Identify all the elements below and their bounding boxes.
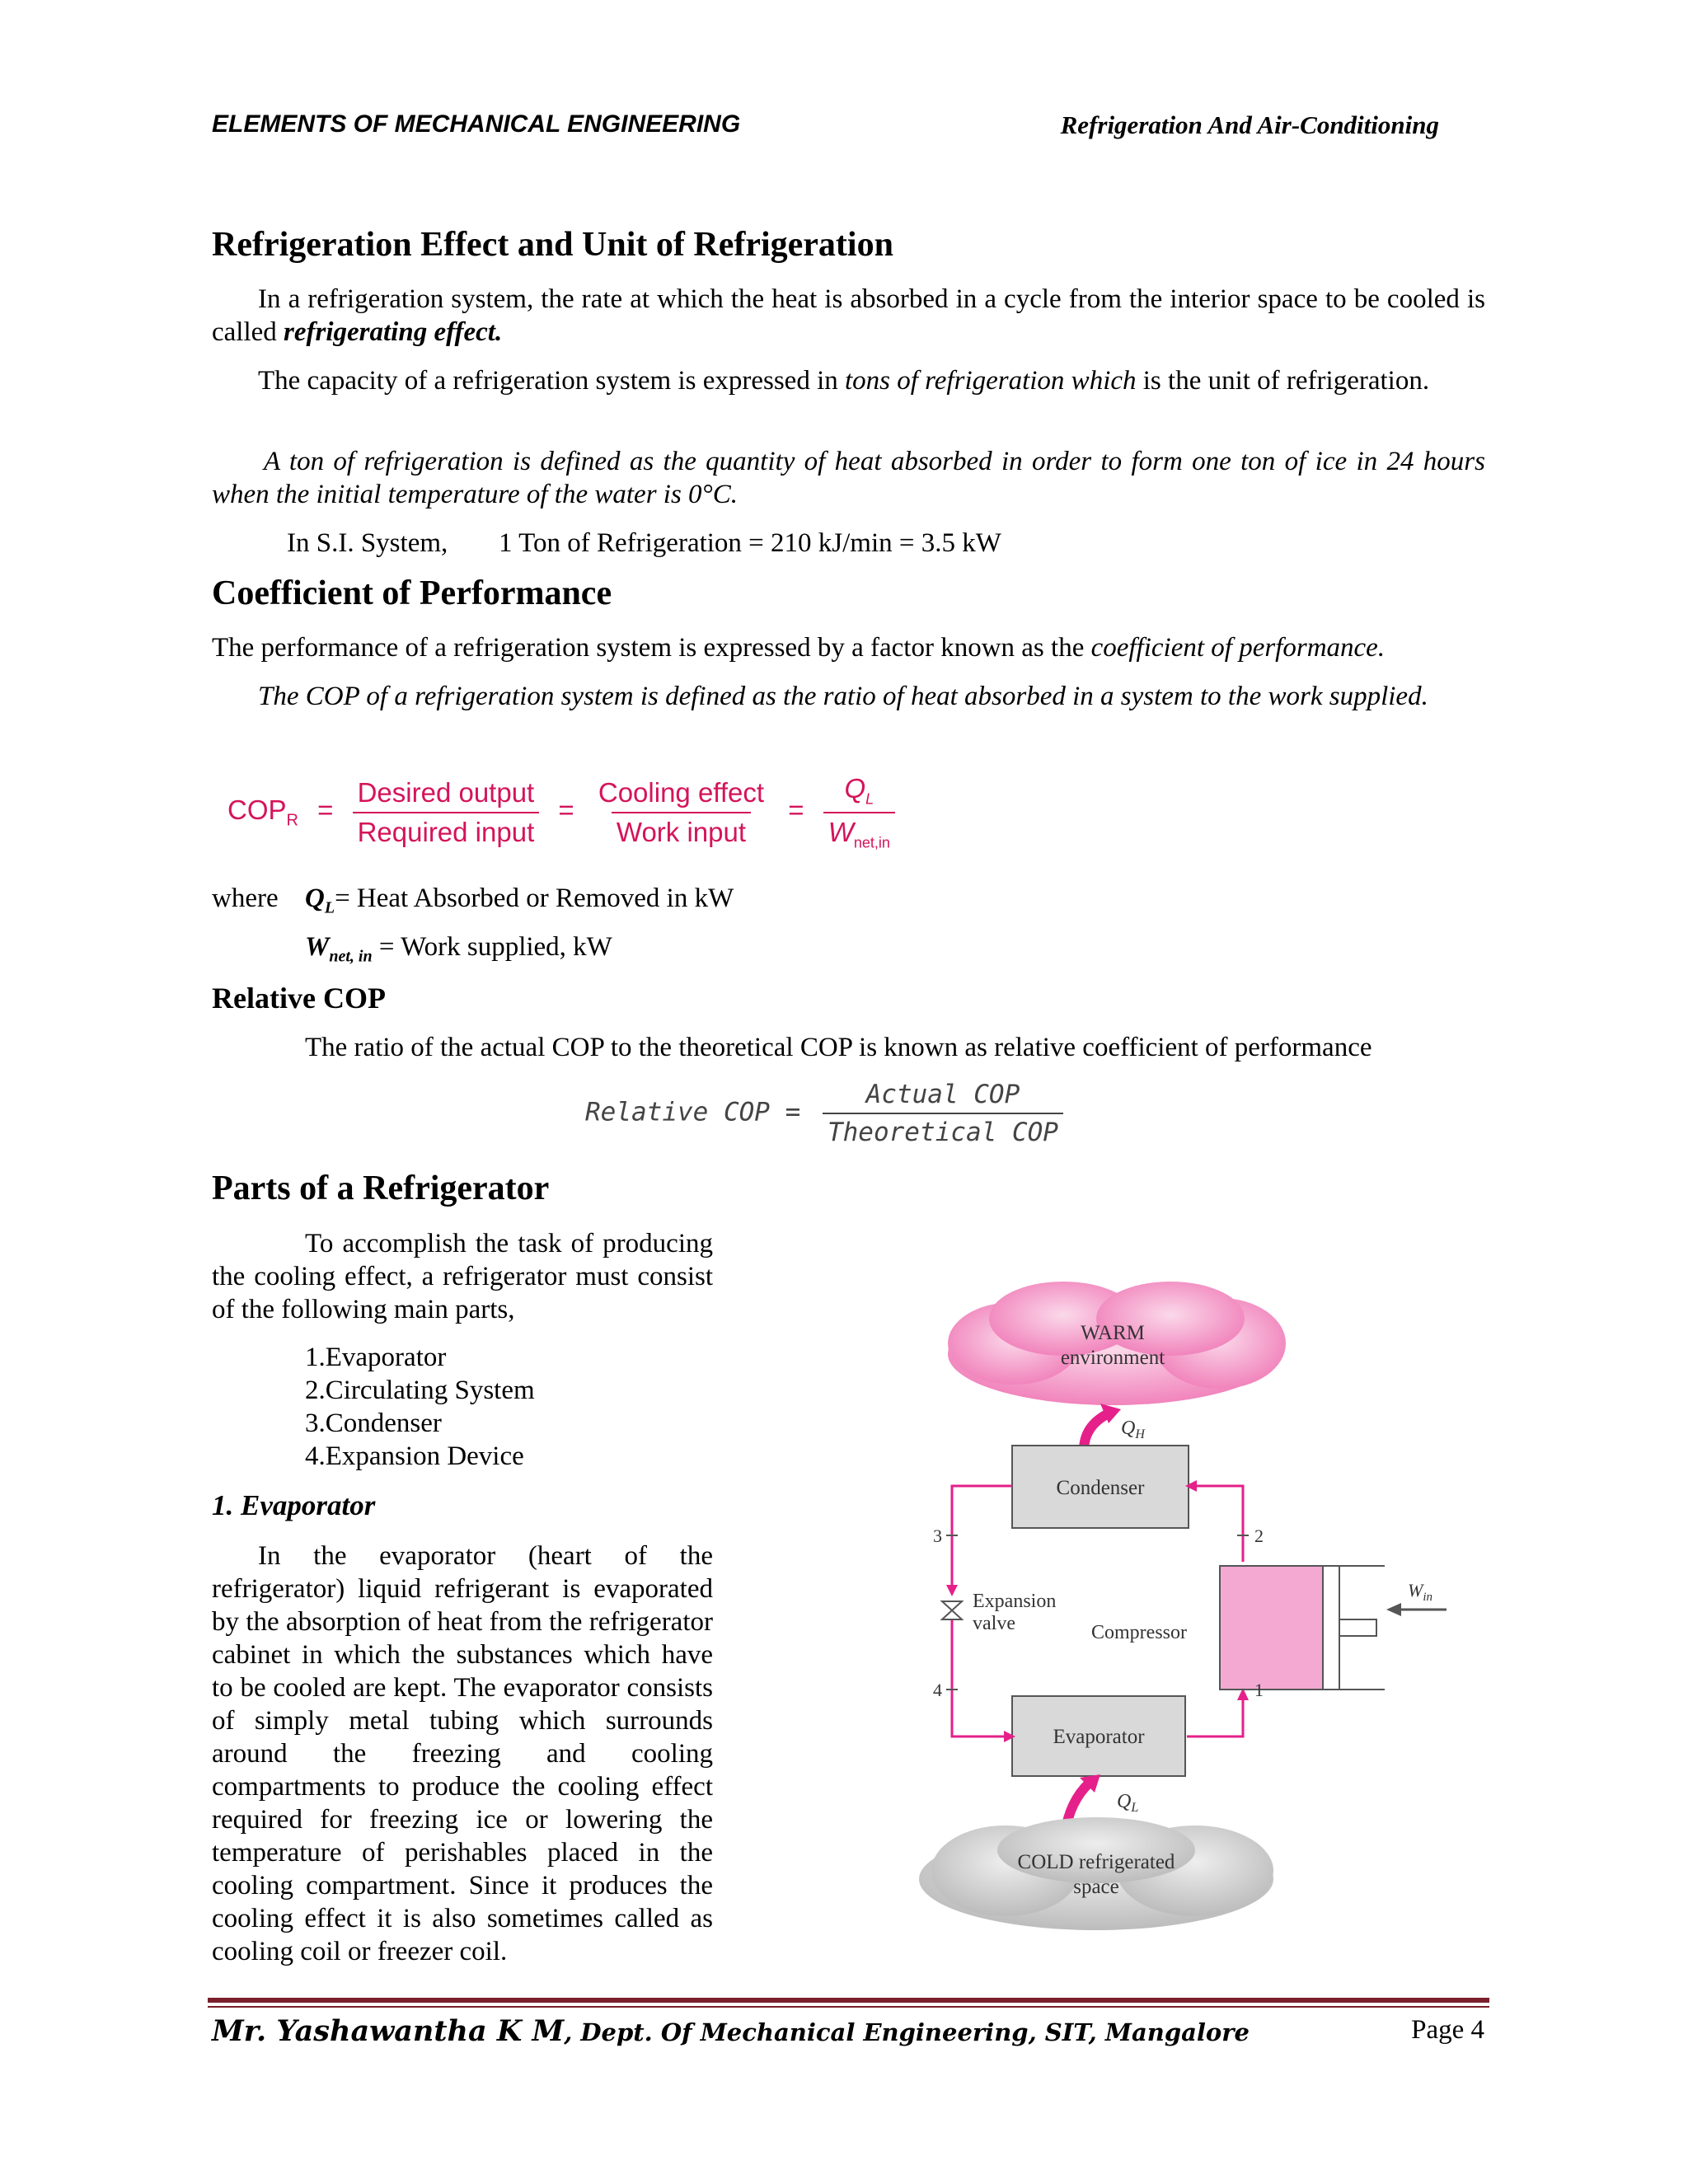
state-2: 2 [1254,1526,1264,1546]
paragraph-tail: is the unit of refrigeration. [1136,366,1430,396]
paragraph-refrigerating-effect [212,283,1485,349]
warm-label-line1: WARM [1081,1322,1145,1344]
pipe-1 [1187,1698,1243,1736]
section-title-relative-cop: Relative COP [212,982,386,1015]
paragraph-cop-definition: The COP of a refrigeration system is defined as the ratio of heat absorbed in a system to the work supplied. [258,682,1428,711]
paragraph-evaporator: In the evaporator (heart of the refrigerator) liquid refrigerant is evaporated by the absorption of heat from the refrigerator cabinet in which the substances which have to be cooled are kept. The evaporator consists of simply metal tubing which surrounds around the freezing and cooling compartments to produce the cooling effect required for freezing ice or lowering the temperature of perishables placed in the cooling compartment. Since it produces the cooling effect it is also sometimes called as cooling coil or freezer coil. [212,1541,713,1966]
expansion-label-line1: Expansion [973,1591,1057,1612]
definition-ql: $Q_L=$ Heat Absorbed or Removed in kW [305,883,734,917]
compressor-piston [1339,1619,1376,1636]
parts-list-item: 3.Condenser [305,1408,442,1438]
section-title-parts: Parts of a Refrigerator [212,1169,550,1207]
footer-rule-thin [208,2006,1489,2008]
emphasis-tons-of-refrigeration: tons of refrigeration which [844,366,1137,396]
cold-label-line2: space [1073,1876,1119,1898]
fraction-ql-wnet: $\frac{Q_L}{W_{net,in}}$ [823,773,895,851]
state-4: 4 [933,1680,942,1700]
cop-equation: $COP_R$ = $\frac{\text{Desired output}}{\text{Required input}}$ = $\frac{\text{Cooling effect}}{\text{Work input}}$ = $\frac{Q_L}{W_{net,in}}$ [227,773,895,851]
pipe-2 [1195,1486,1243,1562]
author-name: Mr. Yashawantha K M [212,2014,565,2048]
header-right: Refrigeration And Air-Conditioning [1060,110,1439,139]
paragraph-capacity [212,364,1485,397]
subsection-title-evaporator: 1. Evaporator [212,1489,376,1521]
emphasis-coefficient-of-performance: coefficient of performance. [1090,633,1386,663]
relative-cop-lhs: Relative COP = [585,1097,801,1127]
ql-label: $Q_L$ [1117,1791,1139,1815]
paragraph-cop-intro [212,631,1498,664]
win-label: $W_{in}$ [1408,1580,1432,1604]
expansion-label-line2: valve [973,1613,1015,1634]
parts-list-item: 2.Circulating System [305,1376,535,1405]
si-label: In S.I. System, [287,528,448,558]
fraction-desired-required: $\frac{\text{Desired output}}{\text{Required input}}$ [353,777,540,848]
paragraph-text: In a refrigeration system, the rate at which the heat is absorbed in a cycle from the interior space to be cooled is called [212,284,1485,347]
author-dept: , Dept. Of Mechanical Engineering, SIT, Mangalore [564,2018,1250,2046]
relative-cop-equation [585,1080,1063,1147]
parts-list-item: 1.Evaporator [305,1343,447,1372]
pipe-4 [952,1619,1006,1736]
refrigerator-cycle-diagram [874,1273,1467,1957]
footer-rule-thick [208,1998,1489,2003]
compressor-label: Compressor [1091,1622,1187,1643]
qh-label: $Q_H$ [1121,1418,1145,1441]
page-number: Page 4 [1411,2015,1484,2045]
compressor-body [1220,1566,1323,1690]
parts-list-item: 4.Expansion Device [305,1441,524,1471]
condenser-label: Condenser [1056,1477,1145,1499]
where-label: where [212,883,279,913]
evaporator-label: Evaporator [1053,1726,1145,1748]
cold-space-cloud [919,1817,1273,1930]
emphasis-refrigerating-effect: refrigerating effect. [284,317,503,347]
paragraph-relative-cop: The ratio of the actual COP to the theoretical COP is known as relative coefficient of performance [305,1033,1372,1062]
fraction-actual-theoretical: $\frac{\text{Actual COP}}{\text{Theoretical COP}}$ [823,1080,1063,1147]
expansion-valve-icon [942,1601,962,1619]
pipe-3 [952,1486,1012,1586]
header-left: ELEMENTS OF MECHANICAL ENGINEERING [212,110,741,138]
warm-label-line2: environment [1060,1347,1165,1369]
paragraph-text: The performance of a refrigeration system is expressed by a factor known as the [212,633,1091,663]
parts-list [305,1341,535,1473]
cop-lhs: $COP_R$ [227,794,298,830]
section-title-refrigeration-effect: Refrigeration Effect and Unit of Refrigeration [212,226,893,264]
cold-label-line1: COLD refrigerated [1017,1851,1175,1873]
state-3: 3 [933,1526,942,1546]
fraction-cooling-work: $\frac{\text{Cooling effect}}{\text{Work input}}$ [598,776,765,847]
si-value: 1 Ton of Refrigeration = 210 kJ/min = 3.5 kW [499,528,1001,558]
paragraph-parts-intro: To accomplish the task of producing the cooling effect, a refrigerator must consist of the following main parts, [212,1229,713,1324]
paragraph-text: The capacity of a refrigeration system is expressed in [258,366,845,396]
section-title-cop: Coefficient of Performance [212,574,612,612]
footer-author [212,2014,1250,2048]
warm-environment-cloud [948,1282,1286,1405]
state-1: 1 [1254,1680,1264,1700]
definition-wnet: $W_{net, in}$ = Work supplied, kW [305,932,612,966]
paragraph-ton-definition: A ton of refrigeration is defined as the quantity of heat absorbed in order to form one ton of ice in 24 hours when the initial temperature of the water is 0°C. [212,447,1485,509]
